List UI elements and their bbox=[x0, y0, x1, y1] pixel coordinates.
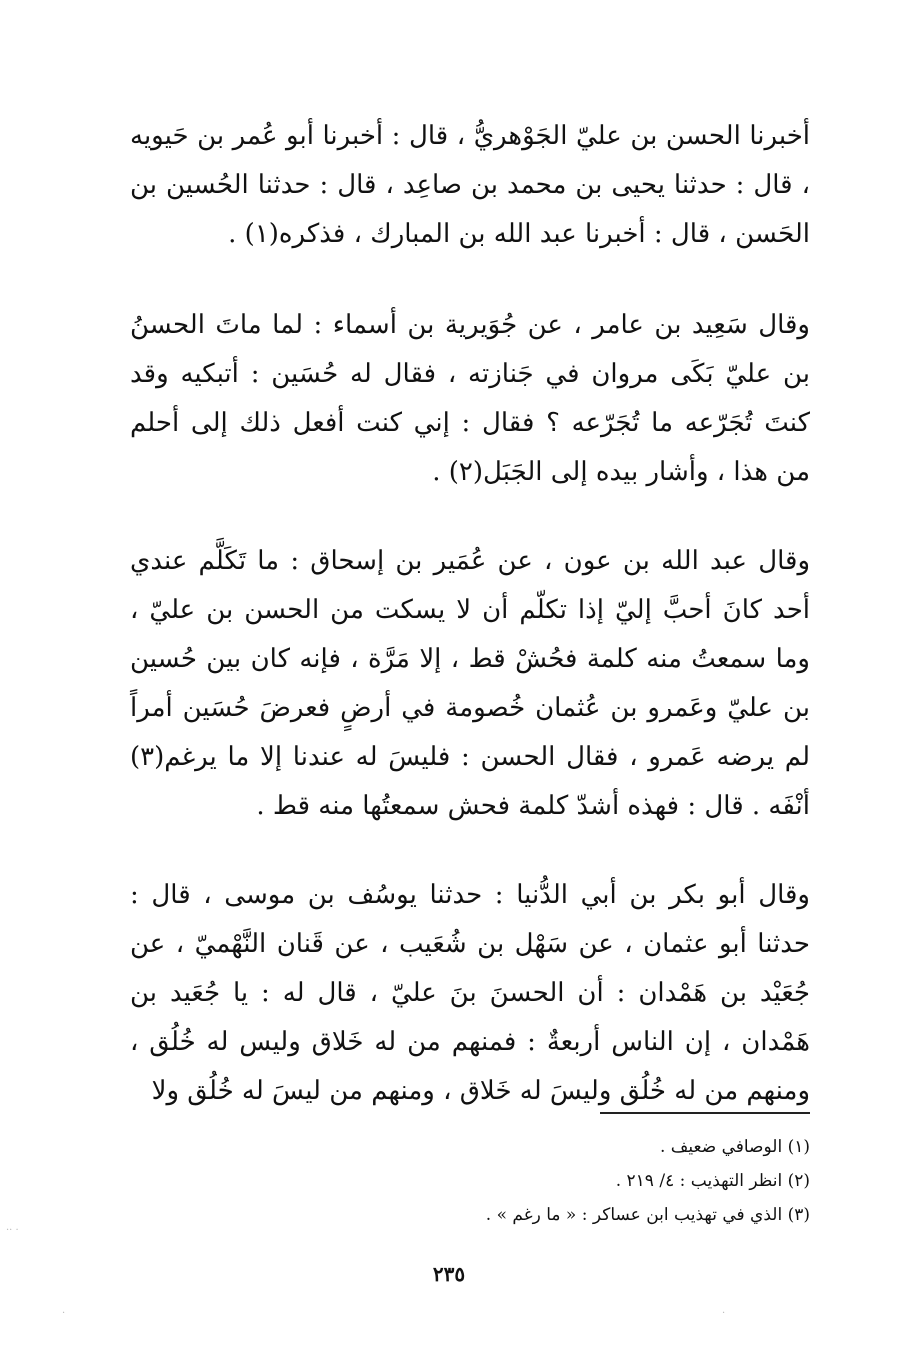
page-number: ٢٣٥ bbox=[432, 1262, 466, 1286]
paragraph-3: وقال عبد الله بن عون ، عن عُمَير بن إسحاق : ما تَكَلَّم عندي أحد كانَ أحبَّ إليّ إذا تكلّم أن لا يسكت من الحسن بن عليّ ، وما سمعتُ منه كلمة فحُشْ قط ، إلا مَرَّة ، فإنه كان بين حُسين بن عليّ وعَمرو بن عُثمان خُصومة في أرضٍ فعرضَ حُسَين أمراً لم يرضه عَمرو ، فقال الحسن : فليسَ له عندنا إلا ما يرغم(٣) أنْفَه . قال : فهذه أشدّ كلمة فحش سمعتُها منه قط . bbox=[130, 546, 810, 821]
footnote-2: (٢) انظر التهذيب : ٤/ ٢١٩ . bbox=[615, 1171, 810, 1191]
footnote-1: (١) الوصافي ضعيف . bbox=[660, 1137, 810, 1157]
footnote-3: (٣) الذي في تهذيب ابن عساكر : « ما رغم » . bbox=[485, 1205, 810, 1225]
scan-speck: ·· · bbox=[6, 1225, 19, 1236]
scan-speck: · bbox=[722, 1308, 726, 1319]
paragraph-2: وقال سَعِيد بن عامر ، عن جُوَيرية بن أسماء : لما ماتَ الحسنُ بن عليّ بَكَى مروان في جَنازته ، فقال له حُسَين : أتبكيه وقد كنتَ تُجَرّعه ما تُجَرّعه ؟ فقال : إني كنت أفعل ذلك إلى أحلم من هذا ، وأشار بيده إلى الجَبَل(٢) . bbox=[130, 310, 810, 487]
footnotes bbox=[300, 1130, 810, 1232]
footnote-divider bbox=[600, 1112, 810, 1114]
paragraph-1: أخبرنا الحسن بن عليّ الجَوْهريُّ ، قال : أخبرنا أبو عُمر بن حَيويه ، قال : حدثنا يحيى بن محمد بن صاعِد ، قال : حدثنا الحُسين بن الحَسن ، قال : أخبرنا عبد الله بن المبارك ، فذكره(١) . bbox=[130, 121, 810, 249]
main-text bbox=[130, 112, 810, 1156]
scan-speck: · bbox=[62, 1308, 66, 1319]
paragraph-4: وقال أبو بكر بن أبي الدُّنيا : حدثنا يوسُف بن موسى ، قال : حدثنا أبو عثمان ، عن سَهْل بن شُعَيب ، عن قَنان النَّهْميّ ، عن جُعَيْد بن هَمْدان : أن الحسنَ بنَ عليّ ، قال له : يا جُعَيد بن هَمْدان ، إن الناس أربعةٌ : فمنهم من له خَلاق وليس له خُلُق ، ومنهم من له خُلُق وليسَ له خَلاق ، ومنهم من ليسَ له خُلُق ولا bbox=[130, 880, 810, 1106]
